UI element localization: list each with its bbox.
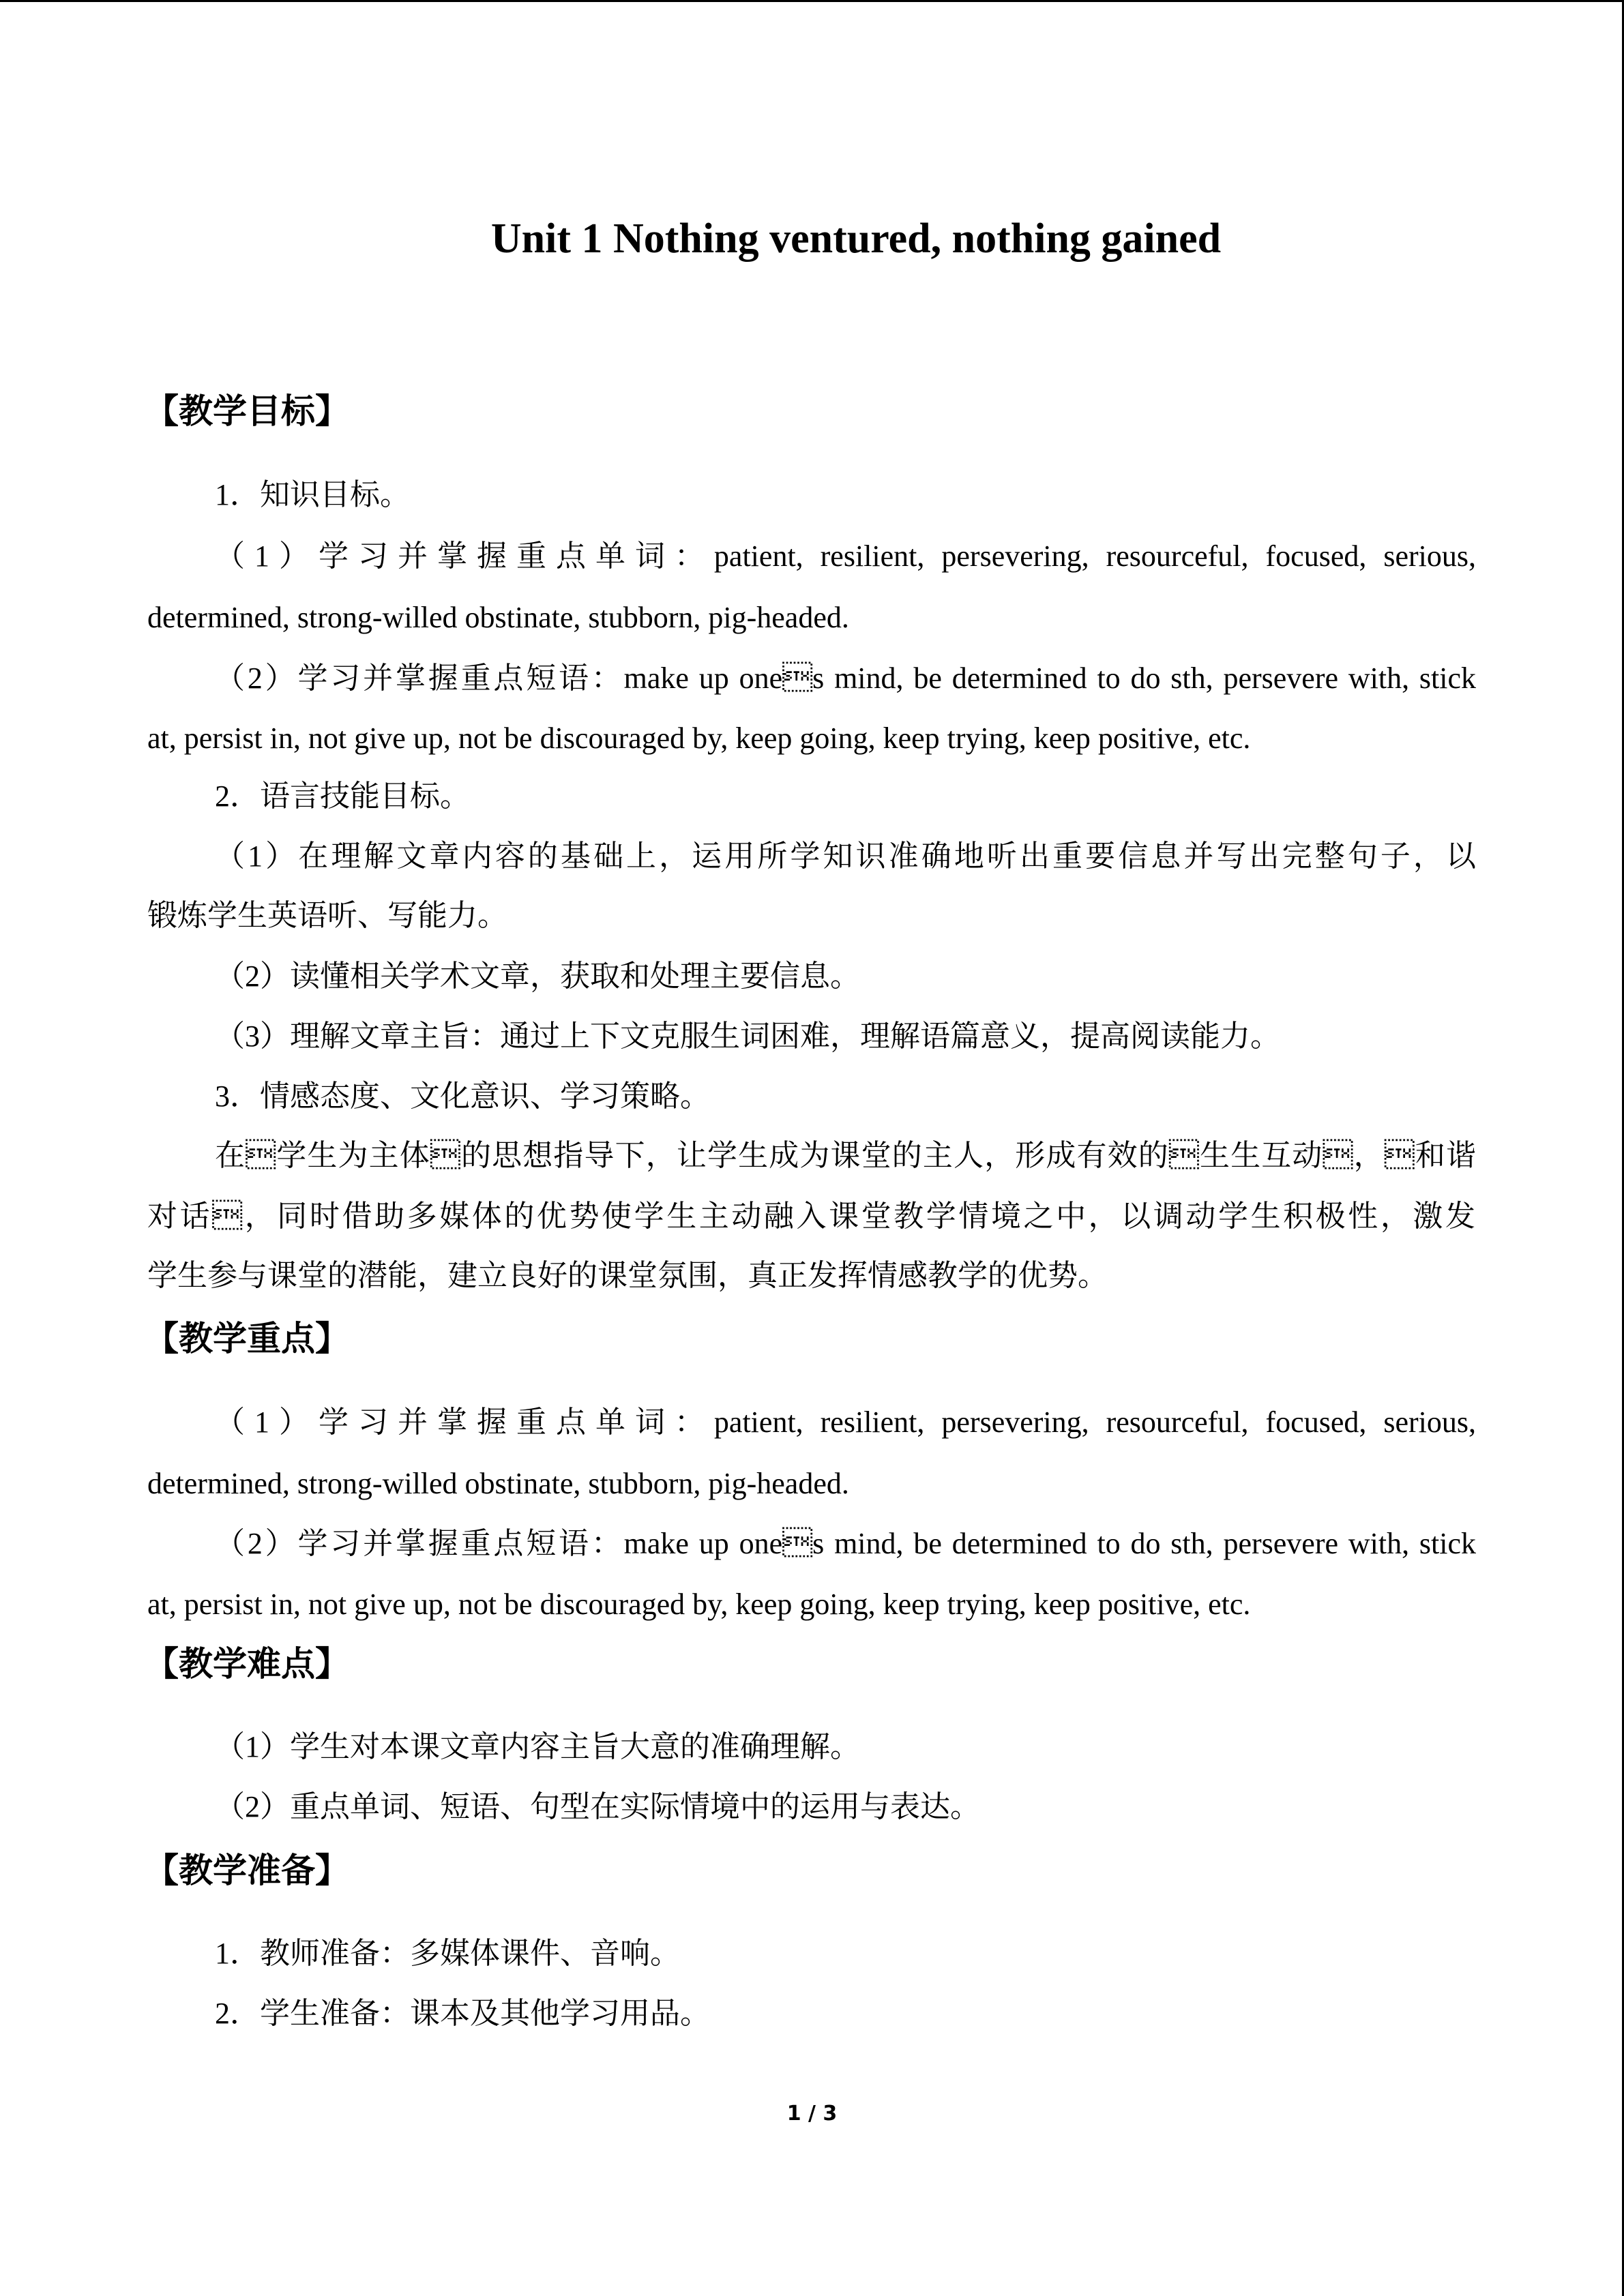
skills-label: 2．语言技能目标。 — [215, 779, 470, 813]
top-border — [0, 0, 1624, 2]
heading-objectives: 【教学目标】 — [145, 391, 349, 431]
difficulty-1: （1）学生对本课文章内容主旨大意的准确理解。 — [215, 1730, 860, 1763]
keypoints-k1-line2: determined, strong-willed obstinate, stubborn, pig-headed. — [147, 1467, 849, 1500]
heading-difficulties: 【教学难点】 — [145, 1644, 349, 1684]
objectives-k2-line1: （2）学习并掌握重点短语：make up ones mind, be determined to do sth, persevere with, stick — [215, 661, 1476, 695]
skills-s1-line2: 锻炼学生英语听、写能力。 — [147, 899, 507, 932]
affect-line2: 对话，同时借助多媒体的优势使学生主动融入课堂教学情境之中，以调动学生积极性，激发 — [147, 1199, 1475, 1233]
affect-label: 3．情感态度、文化意识、学习策略。 — [215, 1079, 710, 1113]
difficulty-2: （2）重点单词、短语、句型在实际情境中的运用与表达。 — [215, 1790, 980, 1823]
keypoints-k2-line2: at, persist in, not give up, not be discouraged by, keep going, keep trying, keep positive, etc. — [147, 1587, 1251, 1621]
skills-s3: （3）理解文章主旨：通过上下文克服生词困难，理解语篇意义，提高阅读能力。 — [215, 1019, 1280, 1053]
page-number: 1 / 3 — [786, 2102, 838, 2126]
preparation-1: 1．教师准备：多媒体课件、音响。 — [215, 1937, 680, 1970]
knowledge-label: 1．知识目标。 — [215, 478, 410, 511]
heading-key-points: 【教学重点】 — [145, 1319, 349, 1358]
keypoints-k2-line1: （2）学习并掌握重点短语：make up ones mind, be determined to do sth, persevere with, stick — [215, 1527, 1476, 1560]
affect-line1: 在学生为主体的思想指导下，让学生成为课堂的主人，形成有效的生生互动，和谐 — [215, 1139, 1476, 1172]
document-title: Unit 1 Nothing ventured, nothing gained — [490, 215, 1222, 262]
skills-s2: （2）读懂相关学术文章，获取和处理主要信息。 — [215, 959, 860, 993]
keypoints-k1-line1: （1）学习并掌握重点单词：patient, resilient, persevering, resourceful, focused, serious, — [215, 1405, 1476, 1439]
objectives-k1-line2: determined, strong-willed obstinate, stubborn, pig-headed. — [147, 601, 849, 634]
affect-line3: 学生参与课堂的潜能，建立良好的课堂氛围，真正发挥情感教学的优势。 — [147, 1259, 1108, 1292]
preparation-2: 2．学生准备：课本及其他学习用品。 — [215, 1997, 710, 2030]
heading-preparation: 【教学准备】 — [145, 1851, 349, 1890]
objectives-k2-line2: at, persist in, not give up, not be discouraged by, keep going, keep trying, keep positive, etc. — [147, 721, 1251, 755]
skills-s1-line1: （1）在理解文章内容的基础上，运用所学知识准确地听出重要信息并写出完整句子，以 — [215, 839, 1476, 873]
objectives-k1-line1: （1）学习并掌握重点单词：patient, resilient, persevering, resourceful, focused, serious, — [215, 539, 1476, 573]
